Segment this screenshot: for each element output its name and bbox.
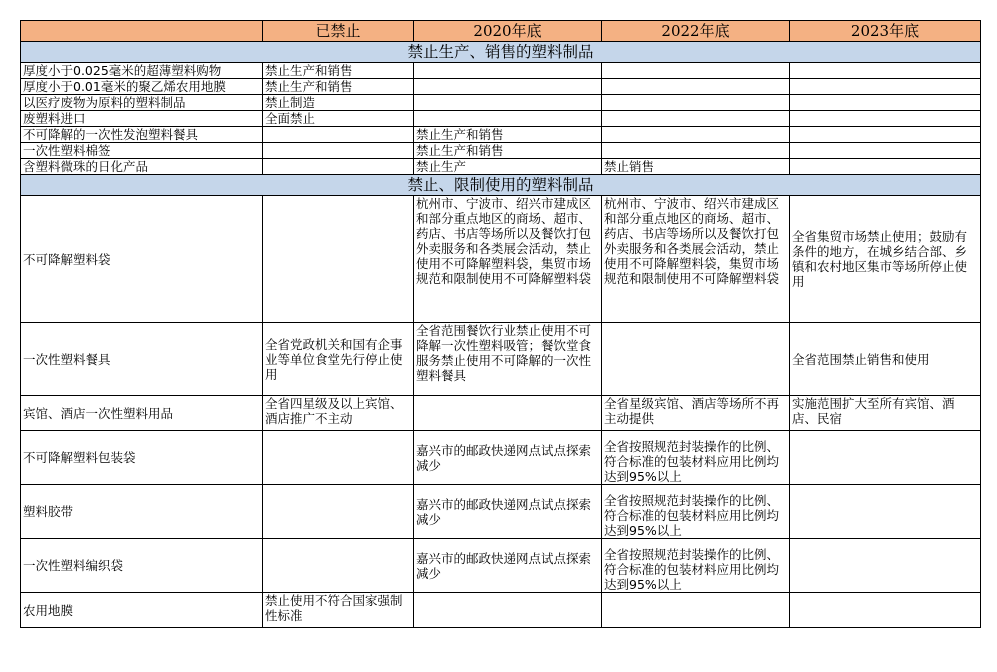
section-title-row xyxy=(21,42,981,63)
table-cell: 农用地膜 xyxy=(21,593,263,628)
table-cell xyxy=(414,396,602,431)
table-cell xyxy=(263,159,414,175)
section-title-production: 禁止生产、销售的塑料制品 xyxy=(21,42,981,63)
table-cell xyxy=(414,63,602,79)
table-cell xyxy=(602,79,790,95)
table-cell xyxy=(263,196,414,323)
table-cell xyxy=(790,485,981,539)
table-cell xyxy=(414,111,602,127)
table-row xyxy=(21,431,981,485)
table-cell xyxy=(602,323,790,396)
table-cell xyxy=(602,111,790,127)
table-cell: 全省集贸市场禁止使用；鼓励有条件的地方，在城乡结合部、乡镇和农村地区集市等场所停止使用 xyxy=(790,196,981,323)
table-cell xyxy=(790,539,981,593)
table-cell xyxy=(414,95,602,111)
table-cell: 禁止生产 xyxy=(414,159,602,175)
table-cell xyxy=(790,79,981,95)
table-row xyxy=(21,593,981,628)
table-cell: 一次性塑料棉签 xyxy=(21,143,263,159)
header-2022: 2022年底 xyxy=(602,21,790,42)
table-row xyxy=(21,127,981,143)
table-cell: 全省范围餐饮行业禁止使用不可降解一次性塑料吸管；餐饮堂食服务禁止使用不可降解的一次性塑料餐具 xyxy=(414,323,602,396)
table-cell: 不可降解塑料袋 xyxy=(21,196,263,323)
table-cell: 实施范围扩大至所有宾馆、酒店、民宿 xyxy=(790,396,981,431)
table-cell xyxy=(263,431,414,485)
table-cell xyxy=(414,79,602,95)
header-item-column xyxy=(21,21,263,42)
plastic-ban-table xyxy=(20,20,981,628)
table-cell xyxy=(263,485,414,539)
table-cell: 禁止制造 xyxy=(263,95,414,111)
table-cell xyxy=(790,111,981,127)
table-row xyxy=(21,95,981,111)
table-cell: 全省范围禁止销售和使用 xyxy=(790,323,981,396)
table-cell: 嘉兴市的邮政快递网点试点探索减少 xyxy=(414,539,602,593)
table-cell: 一次性塑料编织袋 xyxy=(21,539,263,593)
table-cell xyxy=(263,539,414,593)
table-row xyxy=(21,111,981,127)
table-cell: 全省四星级及以上宾馆、酒店推广不主动 xyxy=(263,396,414,431)
table-row xyxy=(21,485,981,539)
table-cell: 厚度小于0.01毫米的聚乙烯农用地膜 xyxy=(21,79,263,95)
table-cell: 杭州市、宁波市、绍兴市建成区和部分重点地区的商场、超市、药店、书店等场所以及餐饮打包外卖服务和各类展会活动，禁止使用不可降解塑料袋，集贸市场规范和限制使用不可降解塑料袋 xyxy=(414,196,602,323)
table-cell: 不可降解的一次性发泡塑料餐具 xyxy=(21,127,263,143)
table-cell: 禁止销售 xyxy=(602,159,790,175)
table-cell: 厚度小于0.025毫米的超薄塑料购物 xyxy=(21,63,263,79)
header-2023: 2023年底 xyxy=(790,21,981,42)
table-cell xyxy=(790,127,981,143)
table-row xyxy=(21,143,981,159)
section-title-usage: 禁止、限制使用的塑料制品 xyxy=(21,175,981,196)
table-cell: 塑料胶带 xyxy=(21,485,263,539)
table-cell: 废塑料进口 xyxy=(21,111,263,127)
table-cell: 禁止生产和销售 xyxy=(263,63,414,79)
table-cell: 杭州市、宁波市、绍兴市建成区和部分重点地区的商场、超市、药店、书店等场所以及餐饮打包外卖服务和各类展会活动，禁止使用不可降解塑料袋，集贸市场规范和限制使用不可降解塑料袋 xyxy=(602,196,790,323)
table-row xyxy=(21,323,981,396)
table-cell xyxy=(602,143,790,159)
table-cell xyxy=(602,63,790,79)
table-cell: 禁止生产和销售 xyxy=(414,127,602,143)
table-cell xyxy=(263,143,414,159)
table-row xyxy=(21,159,981,175)
table-cell xyxy=(602,593,790,628)
table-cell: 以医疗废物为原料的塑料制品 xyxy=(21,95,263,111)
section-title-row xyxy=(21,175,981,196)
table-cell xyxy=(790,159,981,175)
table-cell: 全省按照规范封装操作的比例、符合标准的包装材料应用比例均达到95%以上 xyxy=(602,485,790,539)
table-cell: 全省按照规范封装操作的比例、符合标准的包装材料应用比例均达到95%以上 xyxy=(602,539,790,593)
table-row xyxy=(21,79,981,95)
table-cell: 全省按照规范封装操作的比例、符合标准的包装材料应用比例均达到95%以上 xyxy=(602,431,790,485)
table-cell xyxy=(790,593,981,628)
table-cell: 一次性塑料餐具 xyxy=(21,323,263,396)
policy-table-container xyxy=(20,20,980,628)
table-cell xyxy=(263,127,414,143)
table-cell: 不可降解塑料包装袋 xyxy=(21,431,263,485)
table-cell: 嘉兴市的邮政快递网点试点探索减少 xyxy=(414,431,602,485)
table-cell xyxy=(602,127,790,143)
header-row xyxy=(21,21,981,42)
table-cell: 禁止生产和销售 xyxy=(414,143,602,159)
table-cell: 含塑料微珠的日化产品 xyxy=(21,159,263,175)
header-2020: 2020年底 xyxy=(414,21,602,42)
table-cell xyxy=(414,593,602,628)
table-cell: 全面禁止 xyxy=(263,111,414,127)
table-row xyxy=(21,63,981,79)
table-row xyxy=(21,396,981,431)
table-cell xyxy=(790,95,981,111)
table-cell xyxy=(790,431,981,485)
table-cell: 禁止使用不符合国家强制性标准 xyxy=(263,593,414,628)
table-cell: 全省星级宾馆、酒店等场所不再主动提供 xyxy=(602,396,790,431)
table-cell xyxy=(790,143,981,159)
table-cell: 宾馆、酒店一次性塑料用品 xyxy=(21,396,263,431)
table-cell xyxy=(602,95,790,111)
table-cell xyxy=(790,63,981,79)
table-cell: 禁止生产和销售 xyxy=(263,79,414,95)
header-banned: 已禁止 xyxy=(263,21,414,42)
table-cell: 嘉兴市的邮政快递网点试点探索减少 xyxy=(414,485,602,539)
table-row xyxy=(21,196,981,323)
table-row xyxy=(21,539,981,593)
table-cell: 全省党政机关和国有企事业等单位食堂先行停止使用 xyxy=(263,323,414,396)
